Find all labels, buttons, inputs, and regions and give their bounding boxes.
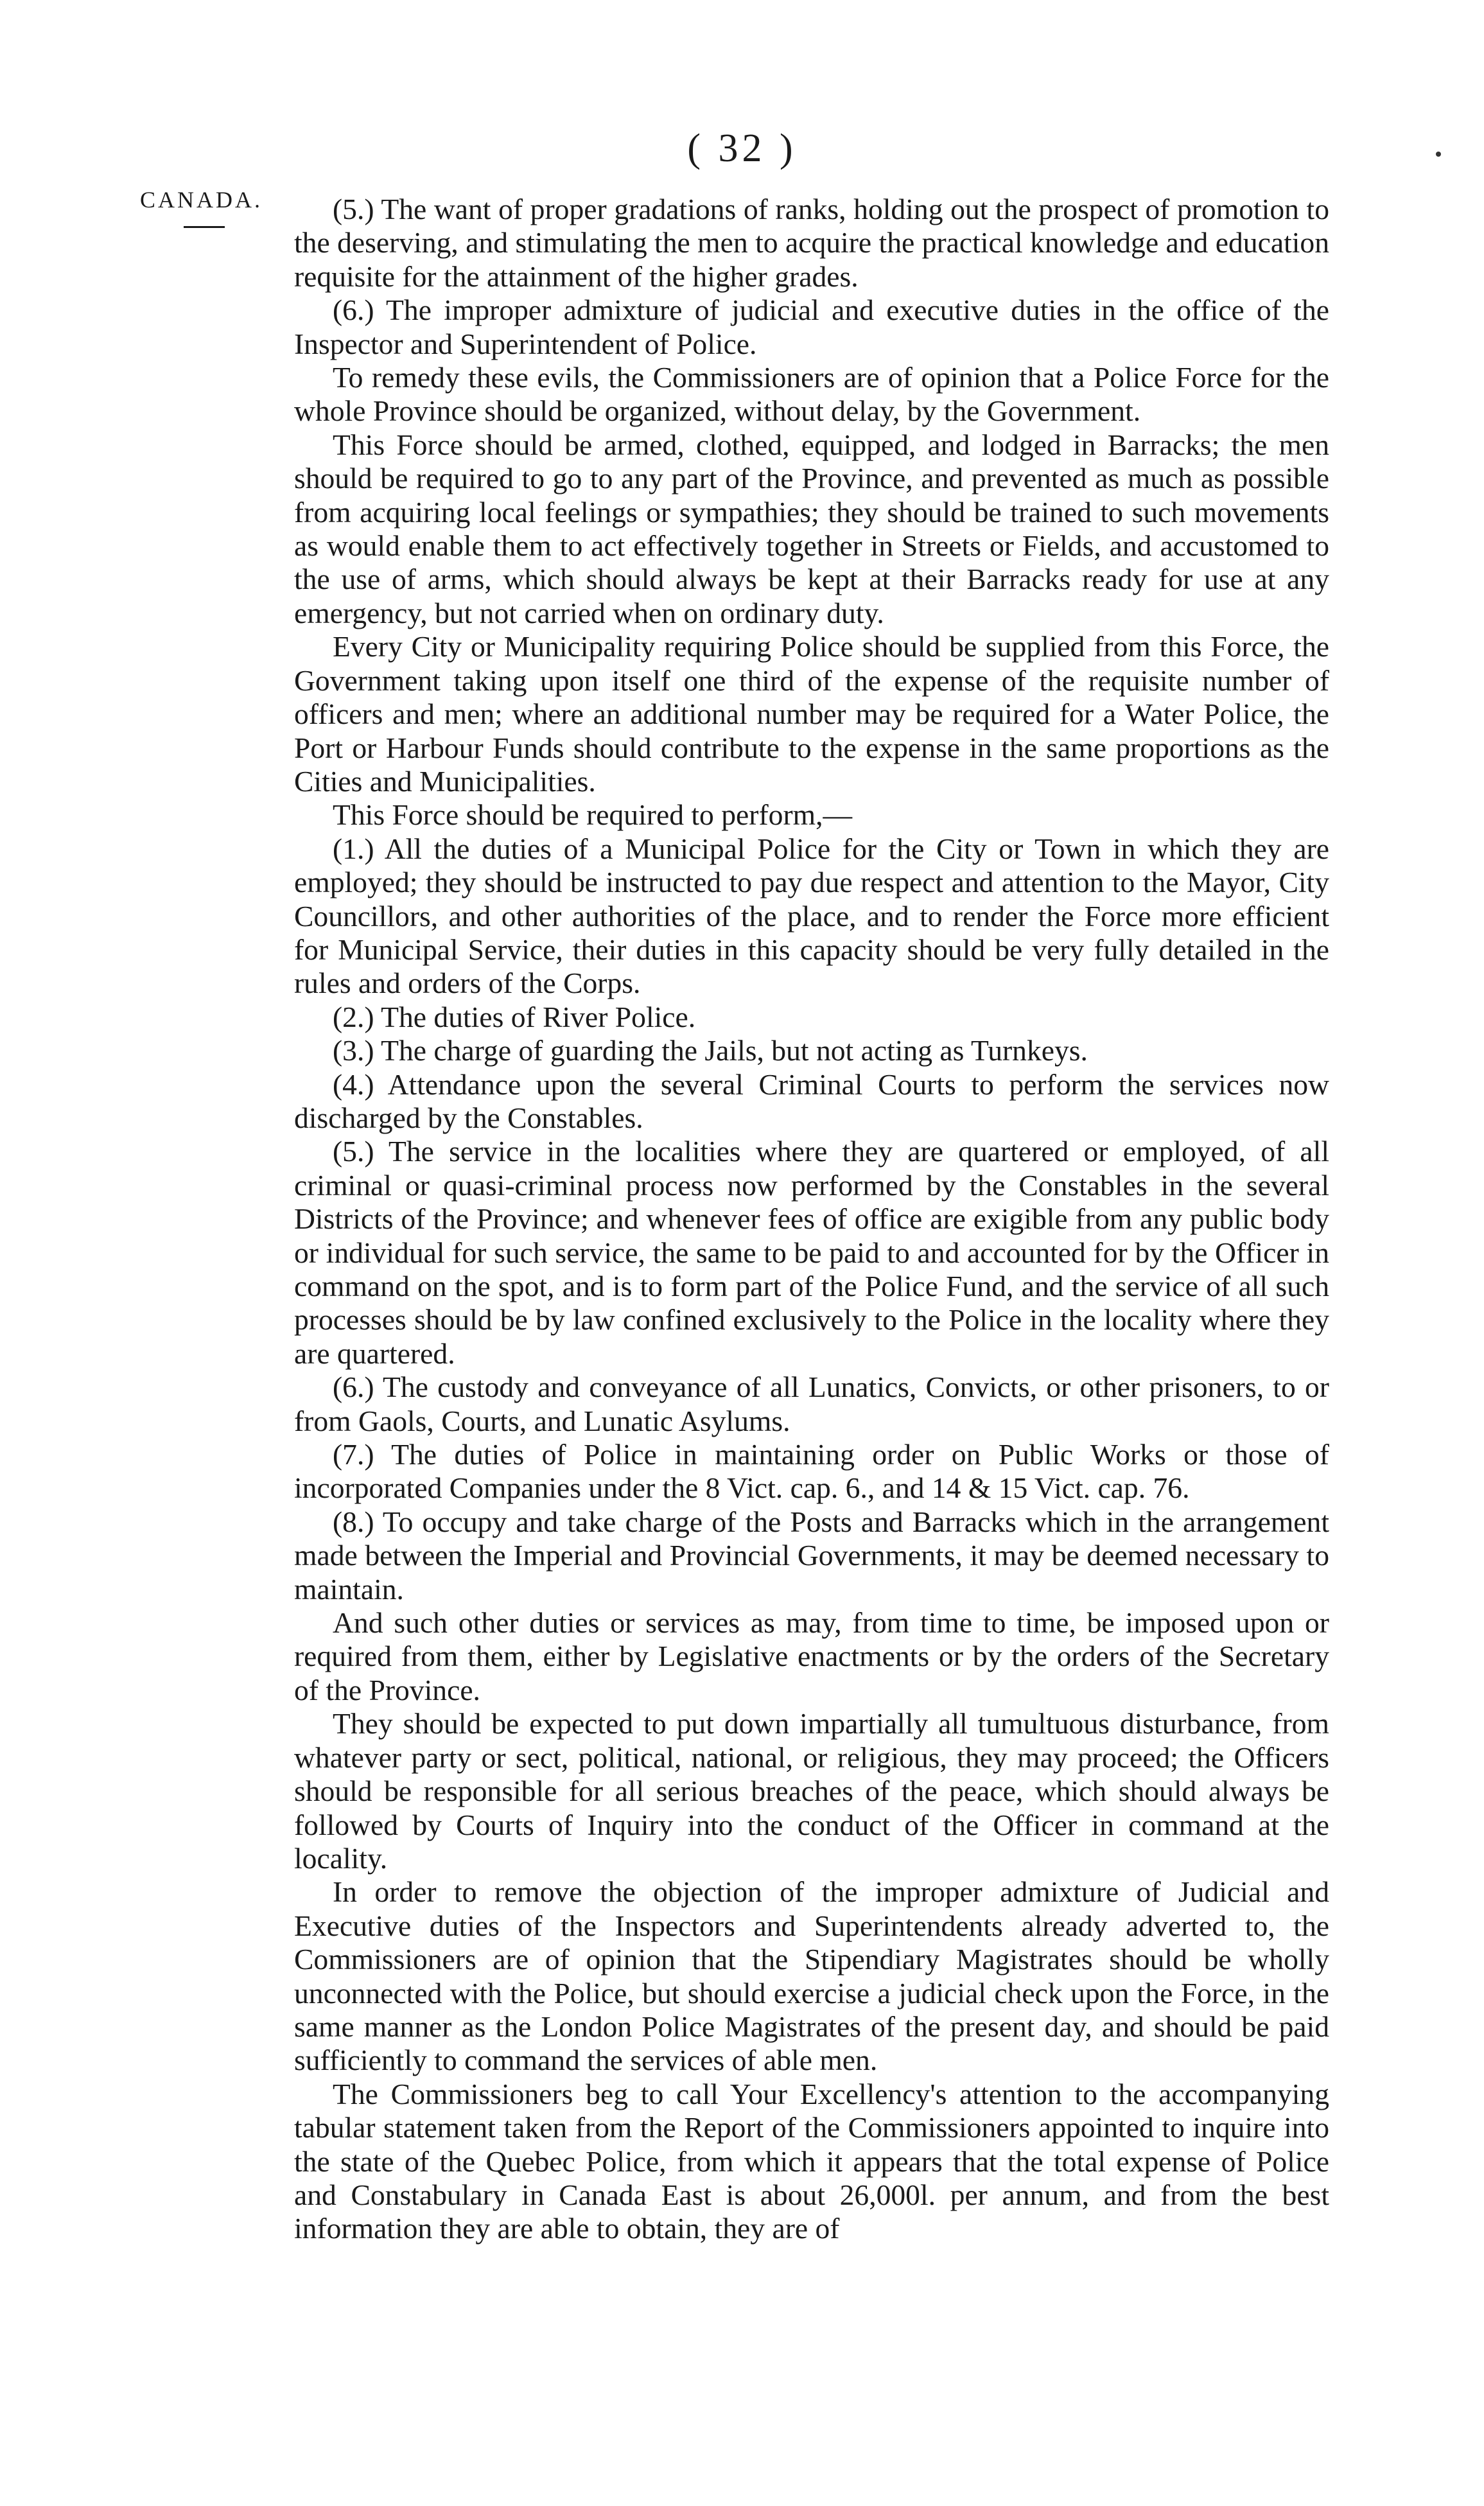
text-block [294,193,1329,2246]
stray-mark [1436,152,1441,157]
paragraph: (1.) All the duties of a Municipal Police for the City or Town in which they are employed; they should be instructed to pay due respect and attention to the Mayor, City Councillors, and other authorities of the place, and to render the Force more efficient for Municipal Service, their duties in this capacity should be very fully detailed in the rules and orders of the Corps. [294,832,1329,1000]
paragraph: Every City or Municipality requiring Police should be supplied from this Force, the Government taking upon itself one third of the expense of the requisite number of officers and men; where an additional number may be required for a Water Police, the Port or Harbour Funds should contribute to the expense in the same proportions as the Cities and Municipalities. [294,630,1329,798]
paragraph: (5.) The want of proper gradations of ranks, holding out the prospect of promotion to the deserving, and stimulating the men to acquire the practical knowledge and education requisite for the attainment of the higher grades. [294,193,1329,293]
paragraph: The Commissioners beg to call Your Excellency's attention to the accompanying tabular statement taken from the Report of the Commissioners appointed to inquire into the state of the Quebec Police, from which it appears that the total expense of Police and Constabulary in Canada East is about 26,000l. per annum, and from the best information they are able to obtain, they are of [294,2077,1329,2245]
paragraph: They should be expected to put down impartially all tumultuous disturbance, from whatever party or sect, political, national, or religious, they may proceed; the Officers should be responsible for all serious breaches of the peace, which should always be followed by Courts of Inquiry into the conduct of the Officer in command at the locality. [294,1707,1329,1875]
page-number: ( 32 ) [687,127,797,170]
paragraph: (8.) To occupy and take charge of the Posts and Barracks which in the arrangement made between the Imperial and Provincial Governments, it may be deemed necessary to maintain. [294,1505,1329,1606]
paragraph: (4.) Attendance upon the several Criminal Courts to perform the services now discharged by the Constables. [294,1067,1329,1134]
paragraph: (2.) The duties of River Police. [333,1000,696,1033]
paragraph: And such other duties or services as may, from time to time, be imposed upon or required from them, either by Legislative enactments or by the orders of the Secretary of the Province. [294,1606,1329,1706]
margin-rule [184,226,225,228]
paragraph: (6.) The improper admixture of judicial and executive duties in the office of the Inspector and Superintendent of Police. [294,294,1329,360]
paragraph: In order to remove the objection of the improper admixture of Judicial and Executive duties of the Inspectors and Superintendents already adverted to, the Commissioners are of opinion that the Stipendiary Magistrates should be wholly unconnected with the Police, but should exercise a judicial check upon the Force, in the same manner as the London Police Magistrates of the present day, and should be paid sufficiently to command the services of able men. [294,1875,1329,2077]
paragraph: (7.) The duties of Police in maintaining order on Public Works or those of incorporated Companies under the 8 Vict. cap. 6., and 14 & 15 Vict. cap. 76. [294,1438,1329,1505]
paragraph: (5.) The service in the localities where they are quartered or employed, of all criminal or quasi-criminal process now performed by the Constables in the several Districts of the Province; and whenever fees of office are exigible from any public body or individual for such service, the same to be paid to and accounted for by the Officer in command on the spot, and is to form part of the Police Fund, and the service of all such processes should be by law confined exclusively to the Police in the locality where they are quartered. [294,1135,1329,1370]
paragraph: To remedy these evils, the Commissioners are of opinion that a Police Force for the whole Province should be organized, without delay, by the Government. [294,361,1329,428]
paragraph: This Force should be required to perform,— [333,798,853,832]
paragraph: (6.) The custody and conveyance of all Lunatics, Convicts, or other prisoners, to or from Gaols, Courts, and Lunatic Asylums. [294,1371,1329,1437]
margin-note: CANADA. [140,187,263,213]
paragraph: This Force should be armed, clothed, equipped, and lodged in Barracks; the men should be required to go to any part of the Province, and prevented as much as possible from acquiring local feelings or sympathies; they should be trained to such movements as would enable them to act effectively together in Streets or Fields, and accustomed to the use of arms, which should always be kept at their Barracks ready for use at any emergency, but not carried when on ordinary duty. [294,428,1329,629]
paragraph: (3.) The charge of guarding the Jails, but not acting as Turnkeys. [333,1034,1088,1067]
